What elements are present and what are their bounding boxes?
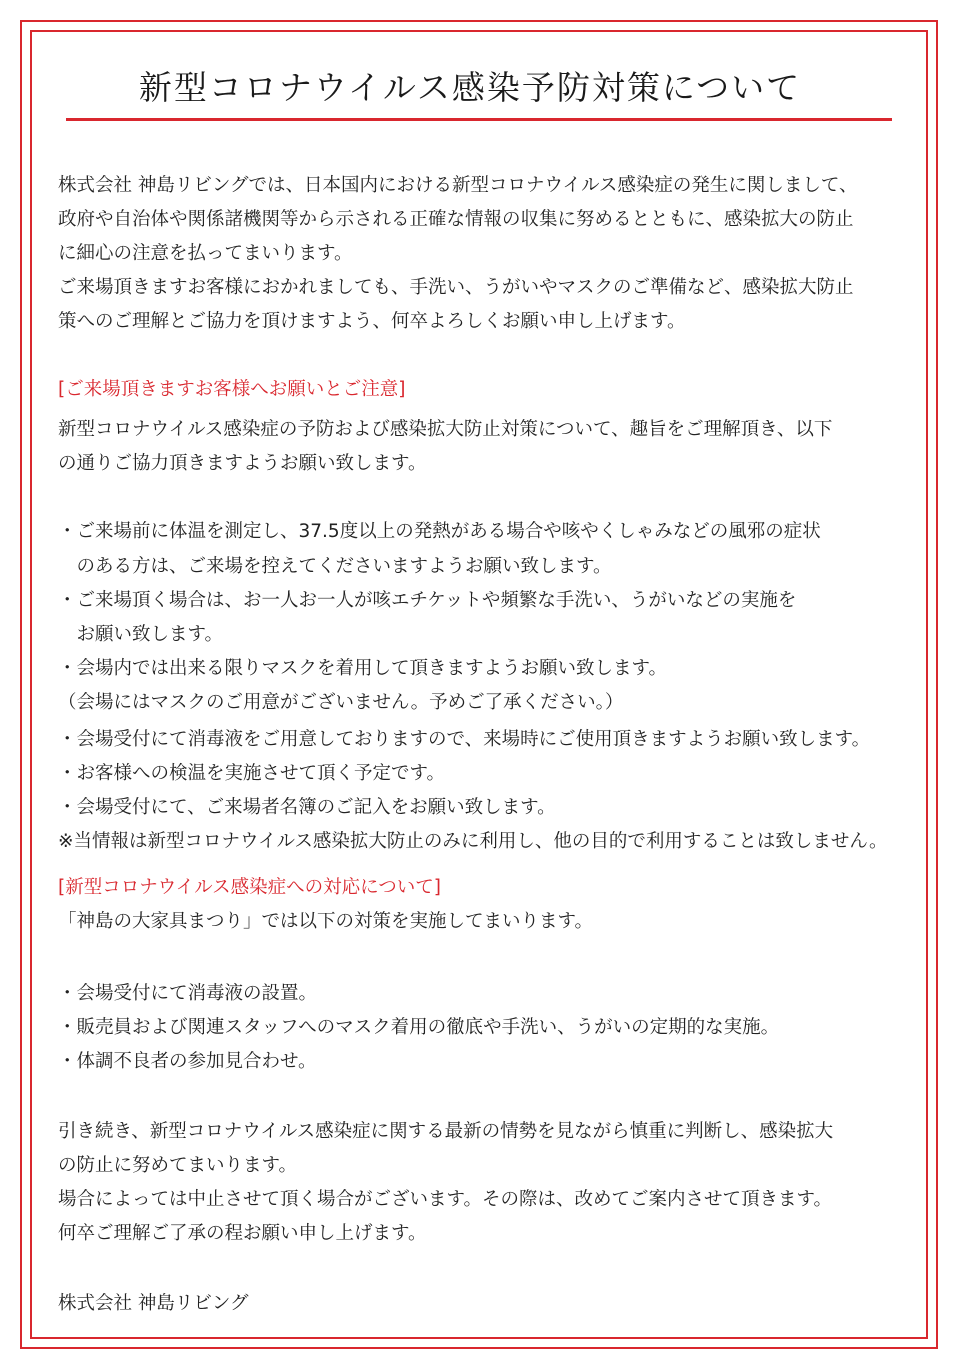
section1-lead-1: 新型コロナウイルス感染症の予防および感染拡大防止対策について、趣旨をご理解頂き、以下: [58, 419, 833, 440]
section1-item: ・ご来場頂く場合は、お一人お一人が咳エチケットや頻繁な手洗い、うがいなどの実施を: [58, 590, 797, 611]
section1-item: ・会場受付にて、ご来場者名簿のご記入をお願い致します。: [58, 797, 556, 818]
closing-line-2: の防止に努めてまいります。: [58, 1155, 298, 1176]
signature: 株式会社 神島リビング: [58, 1293, 249, 1314]
section2-heading: [新型コロナウイルス感染症への対応について]: [58, 877, 441, 898]
section2-item: ・会場受付にて消毒液の設置。: [58, 983, 318, 1004]
section1-item: お願い致します。: [58, 624, 224, 645]
section1-item: （会場にはマスクのご用意がございません。予めご了承ください。）: [58, 692, 624, 713]
section2-lead: 「神島の大家具まつり」では以下の対策を実施してまいります。: [58, 911, 594, 932]
section2-item: ・体調不良者の参加見合わせ。: [58, 1051, 317, 1072]
section1-item: ・お客様への検温を実施させて頂く予定です。: [58, 763, 446, 784]
intro-line-2: 政府や自治体や関係諸機関等から示される正確な情報の収集に努めるとともに、感染拡大の防止: [58, 209, 854, 230]
section1-item: ・会場内では出来る限りマスクを着用して頂きますようお願い致します。: [58, 658, 668, 679]
closing-line-4: 何卒ご理解ご了承の程お願い申し上げます。: [58, 1223, 427, 1244]
intro-line-3: に細心の注意を払ってまいります。: [58, 243, 353, 264]
section2-item: ・販売員および関連スタッフへのマスク着用の徹底や手洗い、うがいの定期的な実施。: [58, 1017, 780, 1038]
intro-line-4: ご来場頂きますお客様におかれましても、手洗い、うがいやマスクのご準備など、感染拡大防止: [58, 277, 854, 298]
privacy-note: ※当情報は新型コロナウイルス感染拡大防止のみに利用し、他の目的で利用することは致しません。: [58, 831, 888, 852]
intro-line-5: 策へのご理解とご協力を頂けますよう、何卒よろしくお願い申し上げます。: [58, 311, 686, 332]
section1-item: のある方は、ご来場を控えてくださいますようお願い致します。: [58, 556, 612, 577]
intro-line-1: 株式会社 神島リビングでは、日本国内における新型コロナウイルス感染症の発生に関しまして、: [58, 175, 858, 196]
closing-line-3: 場合によっては中止させて頂く場合がございます。その際は、改めてご案内させて頂きます。: [58, 1189, 833, 1210]
closing-line-1: 引き続き、新型コロナウイルス感染症に関する最新の情勢を見ながら慎重に判断し、感染拡大: [58, 1121, 834, 1142]
section1-heading: [ご来場頂きますお客様へお願いとご注意]: [58, 379, 406, 400]
section1-lead-2: の通りご協力頂きますようお願い致します。: [58, 453, 427, 474]
section1-item: ・ご来場前に体温を測定し、37.5度以上の発熱がある場合や咳やくしゃみなどの風邪の症状: [58, 521, 821, 542]
page-title: 新型コロナウイルス感染予防対策について: [138, 68, 802, 107]
title-underline: [66, 118, 892, 121]
section1-item: ・会場受付にて消毒液をご用意しておりますので、来場時にご使用頂きますようお願い致します。: [58, 729, 871, 750]
